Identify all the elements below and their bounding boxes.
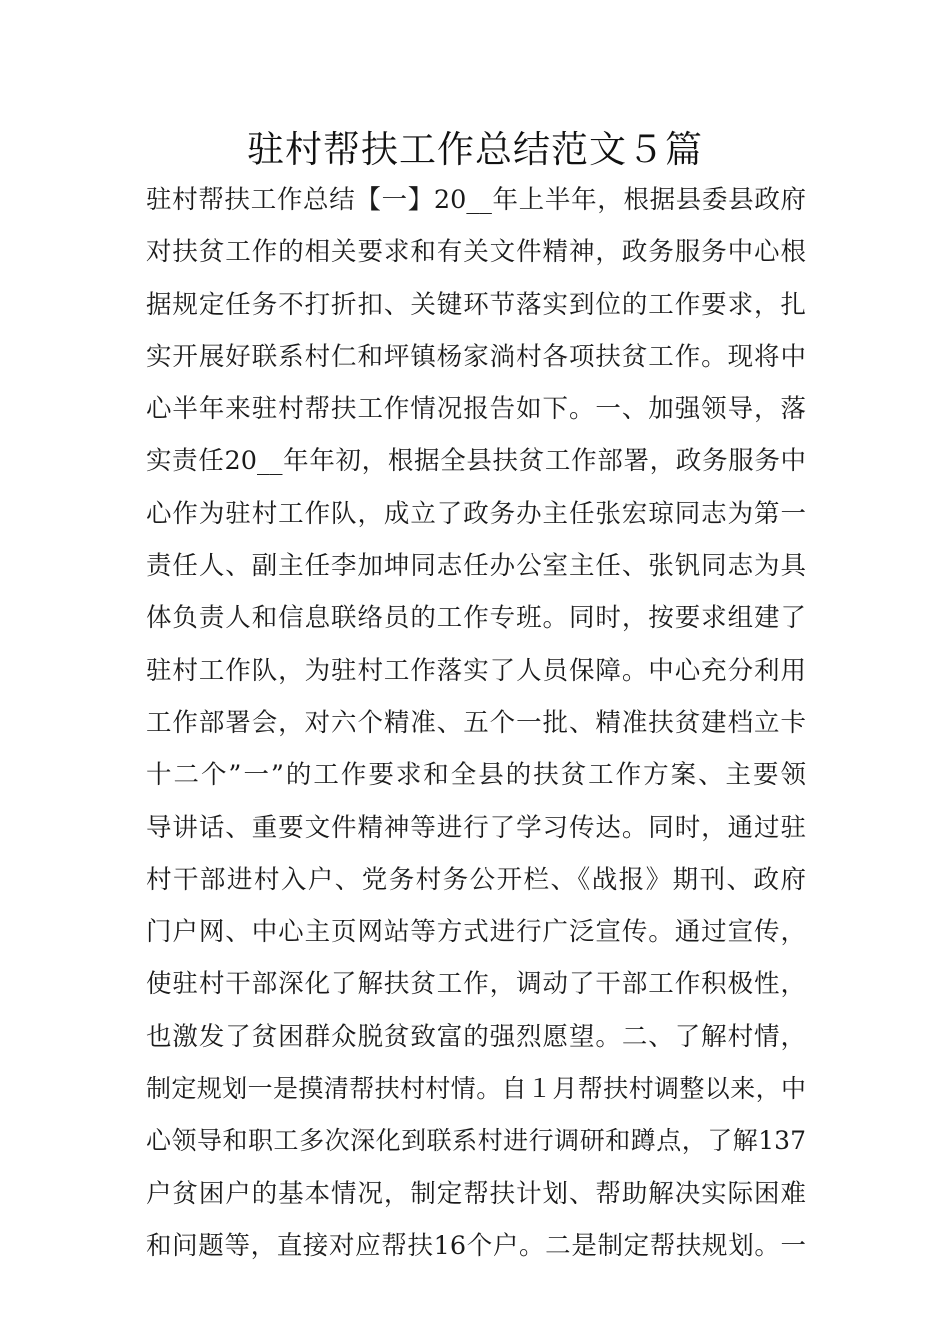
body-line: 制定规划一是摸清帮扶村村情。自１月帮扶村调整以来，中 (146, 1074, 806, 1104)
body-line: 心作为驻村工作队，成立了政务办主任张宏琼同志为第一 (146, 498, 806, 529)
body-line: 门户网、中心主页网站等方式进行广泛宣传。通过宣传， (146, 917, 806, 948)
body-line: 导讲话、重要文件精神等进行了学习传达。同时，通过驻 (146, 812, 806, 843)
body-line: 心半年来驻村帮扶工作情况报告如下。一、加强领导，落 (146, 394, 806, 425)
body-line: 驻村工作队，为驻村工作落实了人员保障。中心充分利用 (146, 655, 806, 686)
body-line: 实开展好联系村仁和坪镇杨家淌村各项扶贫工作。现将中 (146, 341, 806, 372)
body-line: 工作部署会，对六个精准、五个一批、精准扶贫建档立卡 (146, 707, 806, 738)
body-line: 驻村帮扶工作总结【一】20__年上半年，根据县委县政府 (146, 185, 806, 215)
body-line: 体负责人和信息联络员的工作专班。同时，按要求组建了 (146, 603, 806, 634)
body-line: 十二个”一”的工作要求和全县的扶贫工作方案、主要领 (146, 760, 806, 791)
body-line: 心领导和职工多次深化到联系村进行调研和蹲点，了解137 (146, 1126, 806, 1156)
document-body (146, 174, 806, 1272)
body-line: 据规定任务不打折扣、关键环节落实到位的工作要求，扎 (146, 289, 806, 320)
body-line: 使驻村干部深化了解扶贫工作，调动了干部工作积极性， (146, 969, 806, 1000)
body-line: 村干部进村入户、党务村务公开栏、《战报》期刊、政府 (146, 864, 806, 895)
document-title: 驻村帮扶工作总结范文５篇 (247, 128, 703, 171)
body-line: 和问题等，直接对应帮扶16个户。二是制定帮扶规划。一 (146, 1230, 806, 1261)
body-line: 对扶贫工作的相关要求和有关文件精神，政务服务中心根 (146, 237, 806, 268)
body-line: 责任人、副主任李加坤同志任办公室主任、张钒同志为具 (146, 551, 806, 582)
body-line: 也激发了贫困群众脱贫致富的强烈愿望。二、了解村情， (146, 1021, 806, 1052)
body-line: 实责任20__年年初，根据全县扶贫工作部署，政务服务中 (146, 446, 806, 477)
body-line: 户贫困户的基本情况，制定帮扶计划、帮助解决实际困难 (146, 1178, 806, 1209)
